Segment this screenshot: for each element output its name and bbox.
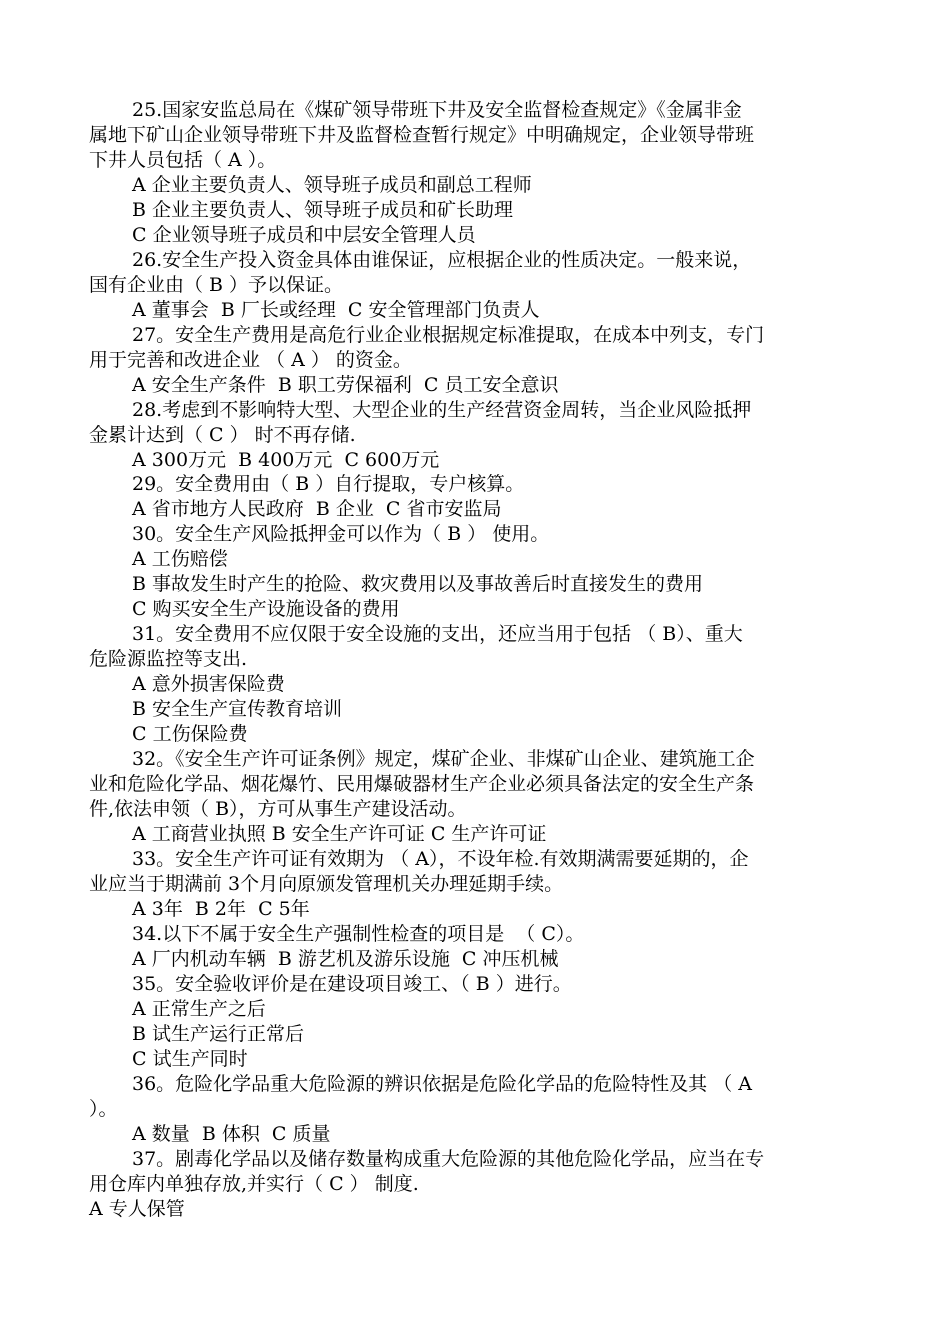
question-37-line-2: 用仓库内单独存放,并实行（ C ） 制度. [89, 1173, 419, 1195]
options-27: A 安全生产条件 B 职工劳保福利 C 员工安全意识 [132, 374, 559, 396]
question-36-line-2: ）。 [89, 1098, 118, 1120]
question-32-line-1: 32。《安全生产许可证条例》规定，煤矿企业、非煤矿山企业、建筑施工企 [132, 748, 755, 770]
options-34: A 厂内机动车辆 B 游艺机及游乐设施 C 冲压机械 [132, 948, 559, 970]
question-25-line-3: 下井人员包括（ A ）。 [89, 149, 277, 171]
option-a: A 意外损害保险费 [132, 673, 285, 695]
option-c: C 试生产同时 [132, 1048, 248, 1070]
question-36-line-1: 36。危险化学品重大危险源的辨识依据是危险化学品的危险特性及其 （ A [132, 1073, 752, 1095]
question-26-line-1: 26.安全生产投入资金具体由谁保证，应根据企业的性质决定。一般来说， [132, 249, 752, 271]
question-25-line-2: 属地下矿山企业领导带班下井及监督检查暂行规定》中明确规定，企业领导带班 [89, 124, 755, 146]
question-28-line-1: 28.考虑到不影响特大型、大型企业的生产经营资金周转，当企业风险抵押 [132, 399, 752, 421]
options-36: A 数量 B 体积 C 质量 [132, 1123, 331, 1145]
question-31-line-2: 危险源监控等支出. [89, 648, 248, 670]
question-32-line-3: 件,依法申领（ B），方可从事生产建设活动。 [89, 798, 467, 820]
option-a: A 工伤赔偿 [132, 548, 228, 570]
question-25-line-1: 25.国家安监总局在《煤矿领导带班下井及安全监督检查规定》《金属非金 [132, 99, 742, 121]
option-b: B 企业主要负责人、领导班子成员和矿长助理 [132, 199, 514, 221]
question-28-line-2: 金累计达到（ C ） 时不再存储. [89, 424, 356, 446]
question-37-line-1: 37。剧毒化学品以及储存数量构成重大危险源的其他危险化学品，应当在专 [132, 1148, 765, 1170]
question-27-line-2: 用于完善和改进企业 （ A ） 的资金。 [89, 349, 412, 371]
question-33-line-1: 33。安全生产许可证有效期为 （ A），不设年检.有效期满需要延期的，企 [132, 848, 749, 870]
options-32: A 工商营业执照 B 安全生产许可证 C 生产许可证 [132, 823, 547, 845]
option-b: B 安全生产宣传教育培训 [132, 698, 343, 720]
question-33-line-2: 业应当于期满前 3个月向原颁发管理机关办理延期手续。 [89, 873, 564, 895]
question-30: 30。安全生产风险抵押金可以作为（ B ） 使用。 [132, 523, 550, 545]
options-26: A 董事会 B 厂长或经理 C 安全管理部门负责人 [132, 299, 540, 321]
question-27-line-1: 27。安全生产费用是高危行业企业根据规定标准提取，在成本中列支，专门 [132, 324, 765, 346]
options-33: A 3年 B 2年 C 5年 [132, 898, 310, 920]
question-31-line-1: 31。安全费用不应仅限于安全设施的支出，还应当用于包括 （ B）、重大 [132, 623, 743, 645]
option-a: A 正常生产之后 [132, 998, 266, 1020]
option-a: A 专人保管 [89, 1198, 185, 1220]
question-32-line-2: 业和危险化学品、烟花爆竹、民用爆破器材生产企业必须具备法定的安全生产条 [89, 773, 755, 795]
options-28: A 300万元 B 400万元 C 600万元 [132, 449, 440, 471]
options-29: A 省市地方人民政府 B 企业 C 省市安监局 [132, 498, 502, 520]
question-34: 34.以下不属于安全生产强制性检查的项目是 （ C）。 [132, 923, 585, 945]
option-a: A 企业主要负责人、领导班子成员和副总工程师 [132, 174, 532, 196]
option-c: C 企业领导班子成员和中层安全管理人员 [132, 224, 476, 246]
option-b: B 事故发生时产生的抢险、救灾费用以及事故善后时直接发生的费用 [132, 573, 704, 595]
option-b: B 试生产运行正常后 [132, 1023, 305, 1045]
option-c: C 工伤保险费 [132, 723, 248, 745]
option-c: C 购买安全生产设施设备的费用 [132, 598, 400, 620]
question-35: 35。安全验收评价是在建设项目竣工、（ B ）进行。 [132, 973, 572, 995]
question-29: 29。安全费用由（ B ）自行提取，专户核算。 [132, 473, 525, 495]
question-26-line-2: 国有企业由（ B ）予以保证。 [89, 274, 344, 296]
